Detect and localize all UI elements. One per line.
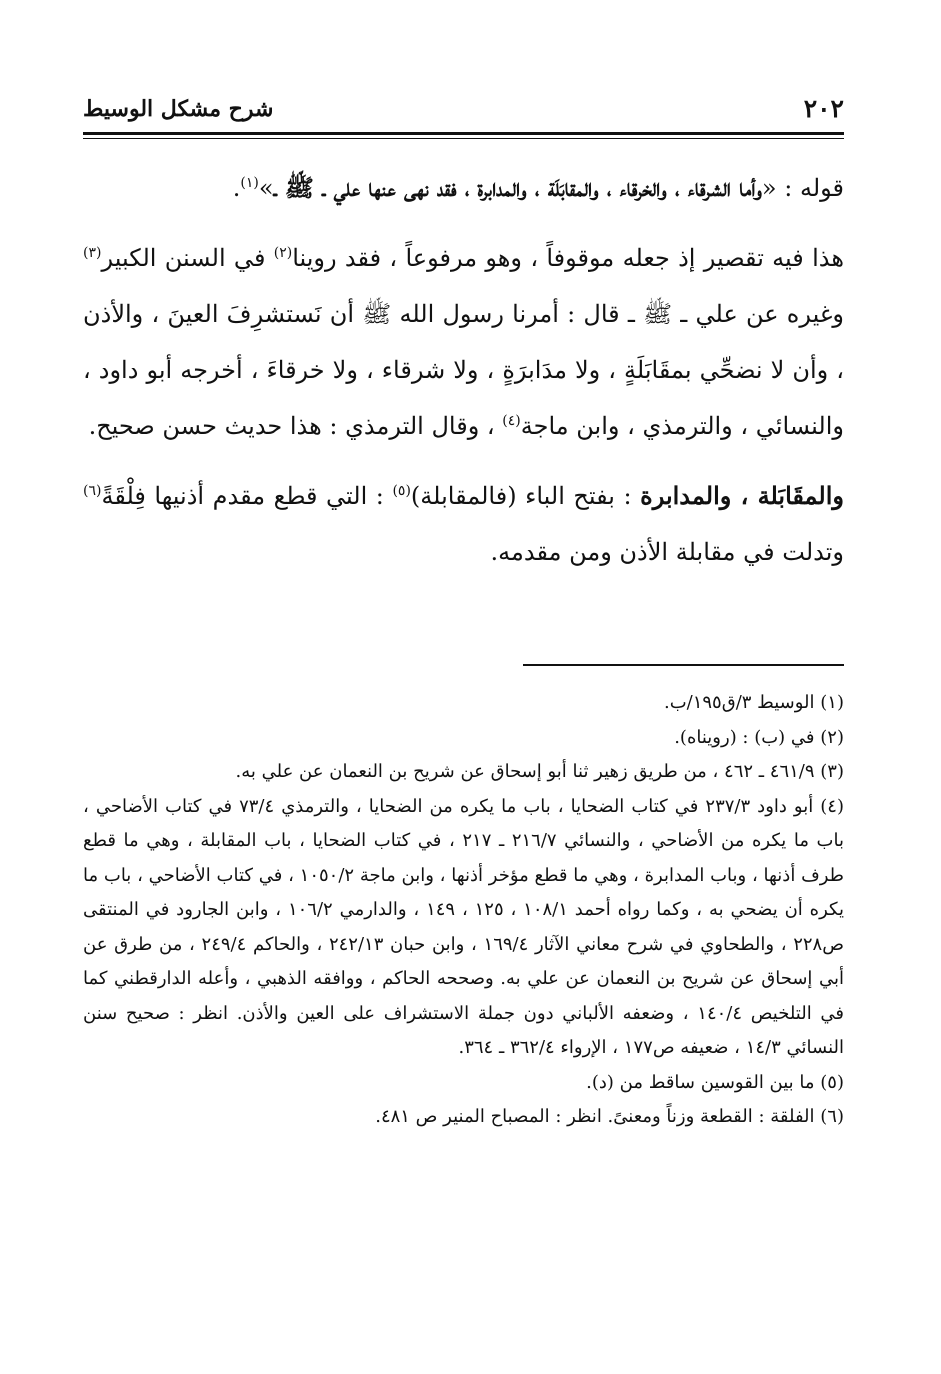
footnote-ref-1: (١): [240, 175, 259, 191]
footnote-ref-4: (٤): [502, 413, 521, 429]
paragraph-definition: [83, 468, 844, 580]
main-text: [83, 160, 844, 594]
footnote-text: الفلقة : القطعة وزناً ومعنىً. انظر : المصباح المنير ص ٤٨١.: [375, 1106, 821, 1127]
commentary-text-2: في السنن الكبير: [101, 244, 274, 272]
footnote: [83, 686, 844, 721]
footnote-number: (٤): [820, 795, 844, 817]
defined-terms: والمقَابَلة ، والمدابرة: [640, 481, 844, 510]
footnote: [83, 1066, 844, 1101]
commentary-text-4: ، وقال الترمذي : هذا حديث حسن صحيح.: [88, 412, 503, 440]
footnote-ref-6: (٦): [83, 483, 102, 499]
quote-close: »: [258, 174, 274, 202]
quoted-text: وأما الشرقاء ، والخرقاء ، والمقابَلَة ، والمدابرة ، فقد نهى عنها علي ـ ﷺ ـ: [273, 173, 762, 202]
quote-tail: .: [232, 174, 241, 202]
definition-text-3: وتدلت في مقابلة الأذن ومن مقدمه.: [490, 538, 844, 566]
commentary-text-3: وغيره عن علي ـ ﷺ ـ قال : أمرنا رسول الله ﷺ أن نَستشرِفَ العينَ ، والأذن ، وأن لا نضحِّي بمقَابَلَةٍ ، ولا مدَابرَةٍ ، ولا شرقاء ، ولا خرقاءَ ، أخرجه أبو داود ، والنسائي ، والترمذي ، وابن ماجة: [83, 300, 845, 440]
page-number: ٢٠٢: [803, 94, 844, 123]
definition-text-1: : بفتح الباء (فالمقابلة): [410, 482, 641, 510]
footnotes: [83, 686, 844, 1135]
footnote-text: الوسيط ٣/ق١٩٥/ب.: [663, 692, 821, 713]
header-rule-thick: [83, 132, 844, 135]
footnote-text: ٤٦١/٩ ـ ٤٦٢ ، من طريق زهير ثنا أبو إسحاق عن شريح بن النعمان عن علي به.: [235, 761, 821, 782]
quote-lead: قوله : «: [761, 174, 844, 202]
footnote-number: (٢): [820, 726, 844, 748]
footnote-number: (٦): [820, 1106, 844, 1127]
commentary-text-1: هذا فيه تقصير إذ جعله موقوفاً ، وهو مرفوعاً ، فقد روينا: [292, 244, 844, 272]
footnote: [83, 721, 844, 756]
footnote-text: في (ب) : (رويناه).: [674, 726, 821, 748]
header-rule-thin: [83, 138, 844, 139]
paragraph-commentary: [83, 230, 844, 454]
footnote-text: ما بين القوسين ساقط من (د).: [586, 1071, 821, 1093]
footnote: [83, 790, 844, 1066]
footnote: [83, 1100, 844, 1135]
footnote-ref-2: (٢): [273, 245, 293, 261]
footnote-ref-5: (٥): [392, 483, 411, 499]
footnote-ref-3: (٣): [83, 245, 102, 261]
footnote-separator: [523, 664, 844, 666]
page-header: [83, 92, 844, 134]
footnote-number: (١): [820, 692, 844, 713]
footnote-number: (٣): [820, 761, 844, 782]
paragraph-quote: [83, 160, 844, 216]
footnote-text: أبو داود ٢٣٧/٣ في كتاب الضحايا ، باب ما يكره من الضحايا ، والترمذي ٧٣/٤ في كتاب الأضاحي ، باب ما يكره من الأضاحي ، والنسائي ٢١٦/٧ ـ ٢١٧ ، في كتاب الضحايا ، باب المقابلة ، وهي ما قطع طرف أذنها ، وباب المدابرة ، وهي ما قطع مؤخر أذنها ، وابن ماجة ١٠٥٠/٢ ، في كتاب الأضاحي ، باب ما يكره أن يضحي به ، وكما رواه أحمد ١٠٨/١ ، ١٢٥ ، ١٤٩ ، والدارمي ١٠٦/٢ ، وابن الجارود في المنتقى ص٢٢٨ ، والطحاوي في شرح معاني الآثار ١٦٩/٤ ، وابن حبان ٢٤٢/١٣ ، والحاكم ٢٤٩/٤ ، من طرق عن أبي إسحاق عن شريح بن النعمان عن علي به. وصححه الحاكم ، ووافقه الذهبي ، وأعله الدارقطني كما في التلخيص ١٤٠/٤ ، وضعفه الألباني دون جملة الاستشراف على العين والأذن. انظر : صحيح سنن النسائي ١٤/٣ ، ضعيفه ص١٧٧ ، الإرواء ٣٦٢/٤ ـ ٣٦٤.: [83, 795, 845, 1058]
definition-text-2: : التي قطع مقدم أذنيها فِلْقَةً: [101, 482, 393, 510]
running-title: شرح مشكل الوسيط: [83, 96, 274, 122]
footnote: [83, 755, 844, 790]
footnote-number: (٥): [820, 1071, 844, 1093]
